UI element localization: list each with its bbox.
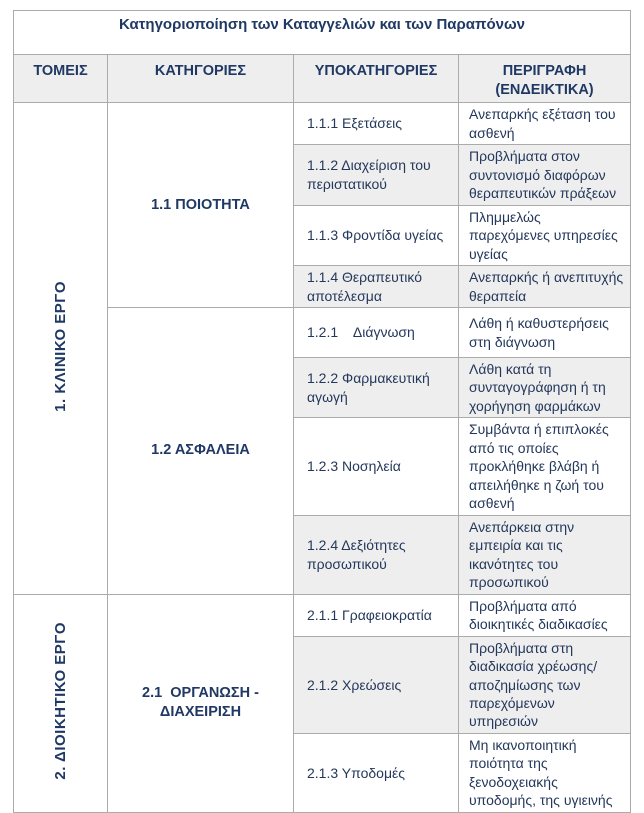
category-cell-quality: 1.1 ΠΟΙΟΤΗΤΑ [108,103,294,308]
header-row [14,55,631,103]
table-row [14,103,631,145]
complaints-categorization-table [13,10,631,813]
subcategory-cell: 2.1.3 Υποδομές [294,733,459,812]
column-header-sectors: ΤΟΜΕΙΣ [14,55,108,103]
subcategory-cell: 1.2.3 Νοσηλεία [294,418,459,515]
subcategory-cell: 1.2.1 Διάγνωση [294,308,459,358]
subcategory-cell: 1.1.4 Θεραπευτικό αποτέλεσμα [294,266,459,308]
description-cell: Ανεπαρκής εξέταση του ασθενή [459,103,631,145]
category-cell-safety: 1.2 ΑΣΦΑΛΕΙΑ [108,308,294,595]
subcategory-cell: 1.1.2 Διαχείριση του περιστατικού [294,145,459,205]
sector-cell-clinical [14,103,108,594]
subcategory-cell: 1.2.4 Δεξιότητες προσωπικού [294,515,459,594]
description-cell: Συμβάντα ή επιπλοκές από τις οποίες προκλήθηκε βλάβη ή απειλήθηκε η ζωή του ασθενή [459,418,631,515]
column-header-subcategories: ΥΠΟΚΑΤΗΓΟΡΙΕΣ [294,55,459,103]
description-cell: Λάθη ή καθυστερήσεις στη διάγνωση [459,308,631,358]
subcategory-cell: 2.1.2 Χρεώσεις [294,636,459,733]
subcategory-cell: 1.1.1 Εξετάσεις [294,103,459,145]
description-cell: Προβλήματα στη διαδικασία χρέωσης/αποζημίωσης των παρεχόμενων υπηρεσιών [459,636,631,733]
category-cell-organization: 2.1 ΟΡΓΑΝΩΣΗ - ΔΙΑΧΕΙΡΙΣΗ [108,594,294,812]
subcategory-cell: 1.2.2 Φαρμακευτική αγωγή [294,358,459,418]
title-row [14,11,631,55]
sector-label: 1. ΚΛΙΝΙΚΟ ΕΡΓΟ [51,280,69,412]
description-cell: Μη ικανοποιητική ποιότητα της ξενοδοχειακής υποδομής, της υγιεινής [459,733,631,812]
subcategory-cell: 1.1.3 Φροντίδα υγείας [294,205,459,265]
description-cell: Ανεπαρκής ή ανεπιτυχής θεραπεία [459,266,631,308]
sector-label: 2. ΔΙΟΙΚΗΤΙΚΟ ΕΡΓΟ [51,622,69,780]
description-cell: Πλημμελώς παρεχόμενες υπηρεσίες υγείας [459,205,631,265]
description-cell: Προβλήματα στον συντονισμό διαφόρων θεραπευτικών πράξεων [459,145,631,205]
description-cell: Λάθη κατά τη συνταγογράφηση ή τη χορήγηση φαρμάκων [459,358,631,418]
table-title: Κατηγοριοποίηση των Καταγγελιών και των Παραπόνων [14,11,631,55]
description-cell: Ανεπάρκεια στην εμπειρία και τις ικανότητες του προσωπικού [459,515,631,594]
subcategory-cell: 2.1.1 Γραφειοκρατία [294,594,459,636]
description-cell: Προβλήματα από διοικητικές διαδικασίες [459,594,631,636]
column-header-description: ΠΕΡΙΓΡΑΦΗ (ΕΝΔΕΙΚΤΙΚΑ) [459,55,631,103]
table-row [14,594,631,636]
column-header-categories: ΚΑΤΗΓΟΡΙΕΣ [108,55,294,103]
sector-cell-administrative [14,594,108,812]
